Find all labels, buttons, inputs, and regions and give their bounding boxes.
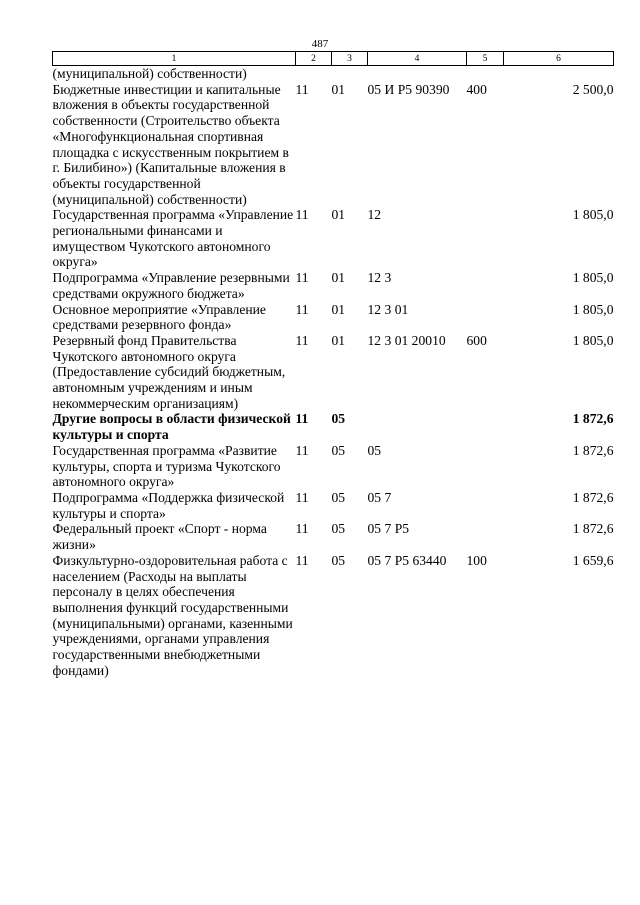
amount-cell: 1 872,6 (572, 521, 614, 537)
row-name-cell: Федеральный проект «Спорт - норма жизни» (52, 521, 267, 553)
table-row (53, 411, 614, 442)
expense-type-cell: 400 (466, 81, 487, 97)
target-article-cell: 05 (367, 442, 382, 458)
section-code-cell: 11 (295, 442, 309, 458)
amount-cell (504, 66, 614, 82)
expense-type-cell (467, 302, 504, 333)
amount-cell: 1 872,6 (572, 442, 614, 458)
subsection-code-cell: 01 (331, 207, 346, 223)
table-body (53, 66, 614, 679)
section-code-cell (296, 66, 332, 82)
expense-type-cell (467, 490, 504, 521)
row-name-cell: Государственная программа «Управление региональными финансами и имуществом Чукотского автономного округа» (52, 207, 294, 270)
expense-type-cell (467, 411, 504, 442)
row-name-cell: Бюджетные инвестиции и капитальные вложения в объекты государственной собственности (Строительство объекта «Многофункциональная спортивная площадка с искусственным покрытием в г. Билибино») (Капитальные вложения в объекты государственной (муниципальной) собственности) (52, 81, 289, 207)
table-row (53, 302, 614, 333)
column-header-3: 3 (332, 52, 368, 66)
table-row (53, 443, 614, 490)
row-name-cell: Другие вопросы в области физической культуры и спорта (52, 411, 291, 443)
amount-cell: 1 872,6 (572, 489, 614, 505)
table-row (53, 553, 614, 679)
subsection-code-cell: 05 (331, 442, 346, 458)
expense-type-cell (467, 443, 504, 490)
target-article-cell: 12 (367, 207, 382, 223)
expense-type-cell (467, 207, 504, 270)
subsection-code-cell: 05 (331, 411, 346, 427)
expense-type-cell: 600 (466, 332, 487, 348)
table-header (53, 52, 614, 66)
target-article-cell: 12 3 (367, 270, 392, 286)
section-code-cell: 11 (295, 521, 309, 537)
target-article-cell: 05 7 Р5 63440 (367, 552, 447, 568)
section-code-cell: 11 (295, 552, 309, 568)
table-row (53, 270, 614, 301)
expense-type-cell (467, 270, 504, 301)
subsection-code-cell: 01 (331, 332, 346, 348)
section-code-cell: 11 (295, 332, 309, 348)
subsection-code-cell: 05 (331, 489, 346, 505)
column-numbers-row (53, 52, 614, 66)
subsection-code-cell: 01 (331, 81, 346, 97)
table-row (53, 207, 614, 270)
page-number: 487 (311, 38, 329, 50)
amount-cell: 1 805,0 (572, 332, 614, 348)
amount-cell: 1 805,0 (572, 207, 614, 223)
target-article-cell (368, 411, 467, 442)
target-article-cell: 05 И Р5 90390 (367, 81, 450, 97)
column-header-4: 4 (368, 52, 467, 66)
row-name-cell: Подпрограмма «Управление резервными средствами окружного бюджета» (52, 270, 290, 301)
subsection-code-cell: 01 (331, 270, 346, 286)
target-article-cell: 12 3 01 (367, 301, 409, 317)
table-row (53, 82, 614, 208)
section-code-cell: 11 (295, 81, 309, 97)
subsection-code-cell: 05 (331, 521, 346, 537)
row-name-cell: (муниципальной) собственности) (52, 66, 247, 81)
target-article-cell: 12 3 01 20010 (367, 332, 446, 348)
amount-cell: 1 805,0 (572, 270, 614, 286)
section-code-cell: 11 (295, 207, 309, 223)
section-code-cell: 11 (295, 270, 309, 286)
row-name-cell: Основное мероприятие «Управление средствами резервного фонда» (52, 301, 266, 333)
expense-type-cell (467, 66, 504, 82)
table-row (53, 490, 614, 521)
amount-cell: 1 872,6 (572, 411, 614, 427)
table-row (53, 333, 614, 412)
row-name-cell: Подпрограмма «Поддержка физической культуры и спорта» (52, 489, 285, 521)
column-header-5: 5 (467, 52, 504, 66)
subsection-code-cell (332, 66, 368, 82)
table-row (53, 66, 614, 82)
section-code-cell: 11 (295, 411, 309, 427)
column-header-1: 1 (53, 52, 296, 66)
target-article-cell (368, 66, 467, 82)
target-article-cell: 05 7 Р5 (367, 521, 410, 537)
budget-table (52, 51, 614, 678)
amount-cell: 1 659,6 (572, 552, 614, 568)
section-code-cell: 11 (295, 301, 309, 317)
subsection-code-cell: 01 (331, 301, 346, 317)
expense-type-cell: 100 (466, 552, 487, 568)
column-header-6: 6 (504, 52, 614, 66)
column-header-2: 2 (296, 52, 332, 66)
section-code-cell: 11 (295, 489, 309, 505)
table-row (53, 521, 614, 552)
row-name-cell: Физкультурно-оздоровительная работа с населением (Расходы на выплаты персоналу в целях обеспечения выполнения функций государственными (муниципальными) органами, казенными учреждениями, органами управления государственными внебюджетными фондами) (52, 552, 293, 678)
row-name-cell: Резервный фонд Правительства Чукотского автономного округа (Предоставление субсидий бюджетным, автономным учреждениям и иным некоммерческим организациям) (52, 332, 286, 411)
expense-type-cell (467, 521, 504, 552)
amount-cell: 2 500,0 (572, 81, 614, 97)
row-name-cell: Государственная программа «Развитие культуры, спорта и туризма Чукотского автономного округа» (52, 442, 281, 490)
subsection-code-cell: 05 (331, 552, 346, 568)
amount-cell: 1 805,0 (572, 301, 614, 317)
target-article-cell: 05 7 (367, 489, 392, 505)
